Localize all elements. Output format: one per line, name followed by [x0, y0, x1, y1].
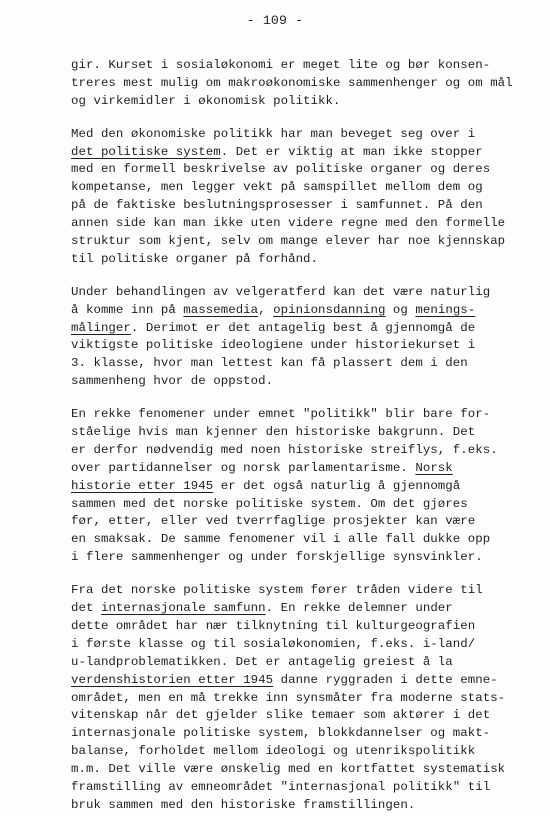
text-segment: i første klasse og til sosialøkonomien, f.eks. i-land/	[71, 636, 476, 651]
text-segment: området, men en må trekke inn synsmåter fra moderne stats-	[71, 690, 506, 705]
text-line	[71, 707, 491, 725]
text-line	[71, 179, 491, 197]
text-segment: sammenheng hvor de oppstod.	[71, 374, 274, 389]
text-segment: det	[71, 601, 101, 616]
text-line	[71, 144, 491, 162]
text-line	[71, 513, 491, 531]
text-line	[71, 478, 491, 496]
text-segment: danne ryggraden i dette emne-	[273, 672, 498, 687]
text-line	[71, 582, 491, 600]
underlined-term: målinger	[71, 320, 131, 335]
underlined-term: opinionsdanning	[273, 302, 386, 317]
text-line	[71, 161, 491, 179]
text-segment: kompetanse, men legger vekt på samspillet mellom dem og	[71, 180, 483, 195]
text-segment: bruk sammen med den historiske framstillingen.	[71, 797, 416, 812]
text-segment: struktur som kjent, selv om mange elever har noe kjennskap	[71, 234, 506, 249]
text-line	[71, 355, 491, 373]
text-line	[71, 672, 498, 690]
paragraph	[71, 57, 513, 111]
text-segment: ståelige hvis man kjenner den historiske bakgrunn. Det	[71, 425, 476, 440]
text-segment: å komme inn på	[71, 302, 184, 317]
text-line	[71, 126, 491, 144]
paragraph	[71, 284, 491, 391]
text-segment: treres mest mulig om makroøkonomiske sammenhenger og om mål	[71, 75, 513, 90]
underlined-term: det politiske system	[71, 144, 221, 159]
text-line	[71, 251, 491, 269]
text-segment: og	[385, 302, 416, 317]
text-segment: sammen med det norske politiske system. Om det gjøres	[71, 496, 468, 511]
text-line	[71, 284, 491, 302]
paragraph	[71, 126, 506, 269]
text-segment: er derfor nødvendig med noen historiske streiflys, f.eks.	[71, 442, 498, 457]
text-segment: gir. Kurset i sosialøkonomi er meget lite og bør konsen-	[71, 58, 491, 72]
text-segment: og virkemidler i økonomisk politikk.	[71, 93, 341, 108]
page-number: - 109 -	[246, 13, 304, 28]
text-segment: balanse, forholdet mellom ideologi og utenrikspolitikk	[71, 744, 476, 759]
text-segment: u-landproblematikken. Det er antagelig greiest å la	[71, 654, 453, 669]
text-line	[71, 373, 491, 391]
text-segment: på de faktiske beslutningsprosesser i samfunnet. På den	[71, 198, 483, 213]
text-segment: . Det er viktig at man ikke stopper	[220, 144, 483, 159]
text-segment: . En rekke delemner under	[265, 601, 453, 616]
paragraph	[71, 406, 498, 567]
underlined-term: massemedia	[183, 302, 259, 317]
text-line	[71, 57, 491, 75]
text-segment: er det også naturlig å gjennomgå	[213, 478, 461, 493]
underlined-term: internasjonale samfunn	[100, 601, 266, 616]
text-segment: over partidannelser og norsk parlamentarisme.	[71, 460, 416, 475]
text-segment: før, etter, eller ved tverrfaglige prosjekter kan være	[71, 514, 476, 529]
text-segment: til politiske organer på forhånd.	[71, 251, 319, 266]
text-segment: viktigste politiske ideologiene under historiekurset i	[71, 338, 476, 353]
text-line	[71, 337, 491, 355]
text-segment: en smaksak. De samme fenomener vil i alle fall dukke opp	[71, 532, 491, 547]
text-segment: dette området har nær tilknytning til kulturgeografien	[71, 618, 476, 633]
underlined-term: menings-	[415, 302, 476, 317]
underlined-term: Norsk	[415, 460, 453, 475]
text-line	[71, 725, 491, 743]
text-segment: vitenskap når det gjelder slike temaer som aktører i det	[71, 708, 491, 723]
text-line	[71, 496, 491, 514]
text-line	[71, 460, 491, 478]
text-line	[71, 424, 491, 442]
underlined-term: historie etter 1945	[71, 478, 214, 493]
text-segment: internasjonale politiske system, blokkdannelser og makt-	[71, 726, 491, 741]
text-line	[71, 779, 491, 797]
text-line	[71, 549, 491, 567]
text-segment: Med den økonomiske politikk har man beveget seg over i	[71, 126, 476, 141]
text-segment: Under behandlingen av velgeratferd kan det være naturlig	[71, 284, 491, 299]
underlined-term: verdenshistorien etter 1945	[71, 672, 274, 687]
text-line	[71, 215, 506, 233]
text-line	[71, 93, 491, 111]
text-line	[71, 636, 491, 654]
text-segment: i flere sammenhenger og under forskjellige synsvinkler.	[71, 550, 483, 565]
text-line	[71, 600, 491, 618]
text-line	[71, 531, 491, 549]
paragraph	[71, 582, 506, 815]
body-text	[71, 57, 513, 830]
text-line	[71, 320, 491, 338]
text-segment: framstilling av emneområdet "internasjonal politikk" til	[71, 779, 491, 794]
text-line	[71, 406, 491, 424]
text-line	[71, 761, 506, 779]
text-line	[71, 690, 506, 708]
text-line	[71, 302, 491, 320]
text-line	[71, 197, 491, 215]
text-line	[71, 743, 491, 761]
text-segment: ,	[258, 302, 274, 317]
text-line	[71, 75, 513, 93]
text-line	[71, 618, 491, 636]
text-line	[71, 442, 498, 460]
text-line	[71, 797, 491, 815]
text-segment: En rekke fenomener under emnet "politikk" blir bare for-	[71, 407, 491, 422]
text-segment: m.m. Det ville være ønskelig med en kortfattet systematisk	[71, 762, 506, 777]
text-line	[71, 654, 491, 672]
text-segment: . Derimot er det antagelig best å gjennomgå de	[130, 320, 476, 335]
text-line	[71, 233, 506, 251]
text-segment: annen side kan man ikke uten videre regne med den formelle	[71, 216, 506, 231]
text-segment: med en formell beskrivelse av politiske organer og deres	[71, 162, 491, 177]
text-segment: Fra det norske politiske system fører tråden videre til	[71, 583, 483, 598]
text-segment: 3. klasse, hvor man lettest kan få plassert dem i den	[71, 356, 468, 371]
